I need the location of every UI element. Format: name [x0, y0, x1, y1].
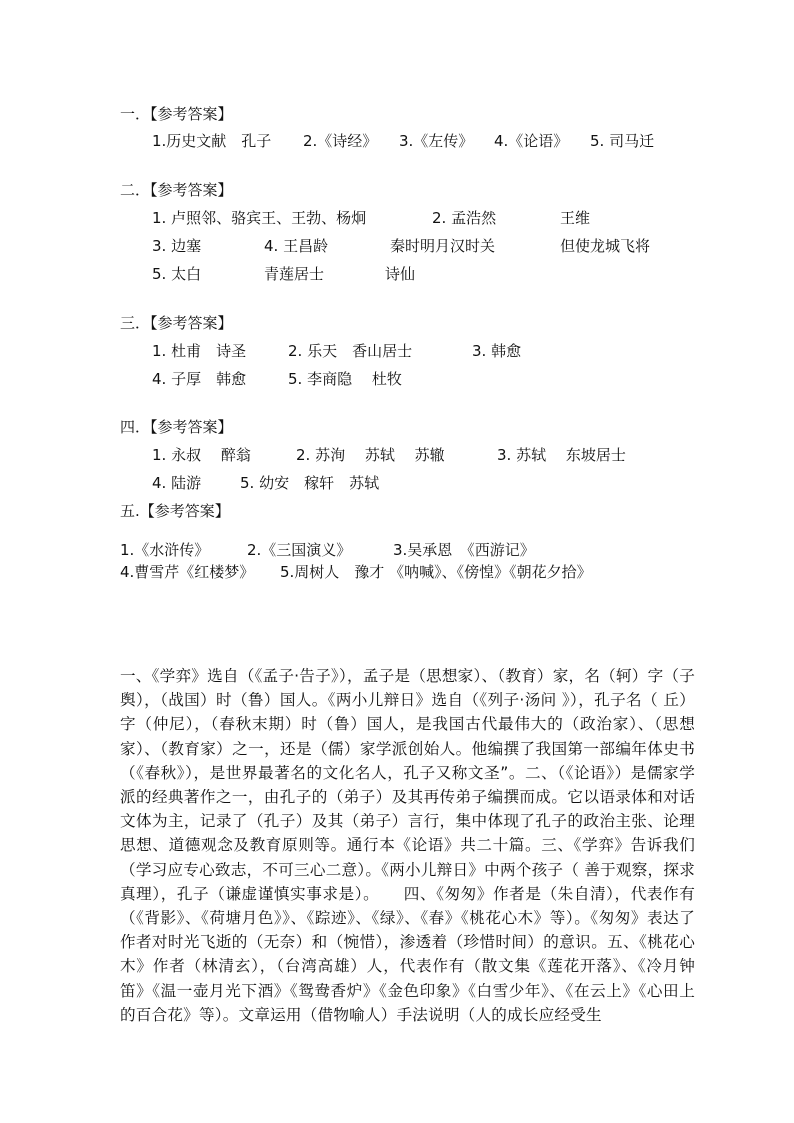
answer-item: 1. 卢照邻、骆宾王、王勃、杨炯 [152, 209, 367, 227]
answer-item: 秦时明月汉时关 [390, 237, 496, 255]
answer-item: 青莲居士 [264, 265, 325, 283]
answer-item: 诗仙 [385, 265, 416, 283]
answer-item: 3.《左传》 [399, 132, 474, 150]
answer-item: 3. 边塞 [152, 237, 202, 255]
answer-item: 5. 李商隐 杜牧 [288, 370, 402, 388]
answer-item: 但使龙城飞将 [560, 237, 651, 255]
answer-item: 4.曹雪芹《红楼梦》 [120, 563, 255, 581]
answer-item: 2. 孟浩然 [432, 209, 497, 227]
answer-item: 2. 乐天 香山居士 [288, 342, 413, 360]
answer-item: 2. 苏洵 苏轼 苏辙 [296, 446, 445, 464]
answer-item: 4. 陆游 [152, 474, 202, 492]
answer-item: 5. 幼安 稼轩 苏轼 [240, 474, 380, 492]
section-heading: 二．【参考答案】 [120, 181, 233, 199]
answer-item: 3.吴承恩 《西游记》 [393, 541, 535, 559]
answer-item: 3. 苏轼 东坡居士 [497, 446, 626, 464]
answer-item: 4. 子厚 韩愈 [152, 370, 247, 388]
section-heading: 五.【参考答案】 [120, 502, 230, 520]
answer-item: 2.《三国演义》 [247, 541, 352, 559]
answer-item: 1.历史文献 孔子 [152, 132, 272, 150]
section-heading: 三．【参考答案】 [120, 314, 233, 332]
answer-item: 4. 王昌龄 [264, 237, 329, 255]
answer-item: 5. 太白 [152, 265, 202, 283]
section-heading: 一．【参考答案】 [120, 105, 233, 123]
answer-item: 5.周树人 豫才 《呐喊》、《傍惶》《朝花夕拾》 [280, 563, 592, 581]
answer-item: 4.《论语》 [494, 132, 569, 150]
answer-item: 5. 司马迁 [590, 132, 655, 150]
answer-item: 王维 [560, 209, 591, 227]
section-heading: 四．【参考答案】 [120, 418, 233, 436]
answer-item: 1. 杜甫 诗圣 [152, 342, 247, 360]
body-paragraph: 一、《学弈》选自（《孟子·告子》），孟子是（思想家）、（教育）家，名（轲）字（子舆），（战国）时（鲁）国人。《两小儿辩日》选自（《列子·汤问 》），孔子名（ 丘）字（仲尼），（春秋末期）时（鲁）国人，是我国古代最伟大的（政治家）、（思想家）、（教育家）之一，还是（儒）家学派创始人。他编撰了我国第一部编年体史书（《春秋》），是世界最著名的文化名人，孔子又称文圣”。二、（《论语》）是儒家学派的经典著作之一，由孔子的（弟子）及其再传弟子编撰而成。它以语录体和对话文体为主，记录了（孔子）及其（弟子）言行，集中体现了孔子的政治主张、论理思想、道德观念及教育原则等。通行本《论语》共二十篇。三、《学弈》告诉我们（学习应专心致志，不可三心二意）。《两小儿辩日》中两个孩子（ 善于观察，探求真理），孔子（谦虚谨慎实事求是）。 四、《匆匆》作者是（朱自清），代表作有（《背影》、《荷塘月色》》、《踪迹》、《绿》、《春》《桃花心木》等）。《匆匆》表达了作者对时光飞逝的（无奈）和（惋惜），渗透着（珍惜时间）的意识。五、《桃花心木》作者（林清玄），（台湾高雄）人，代表作有（散文集《莲花开落》、《冷月钟笛》《温一壶月光下酒》《鸳鸯香炉》《金色印象》《白雪少年》、《在云上》《心田上的百合花》等）。文章运用（借物喻人）手法说明（人的成长应经受生 [120, 667, 695, 1024]
answer-item: 3. 韩愈 [472, 342, 522, 360]
answer-item: 1. 永叔 醉翁 [152, 446, 251, 464]
answer-item: 1.《水浒传》 [120, 541, 210, 559]
answer-item: 2.《诗经》 [303, 132, 378, 150]
